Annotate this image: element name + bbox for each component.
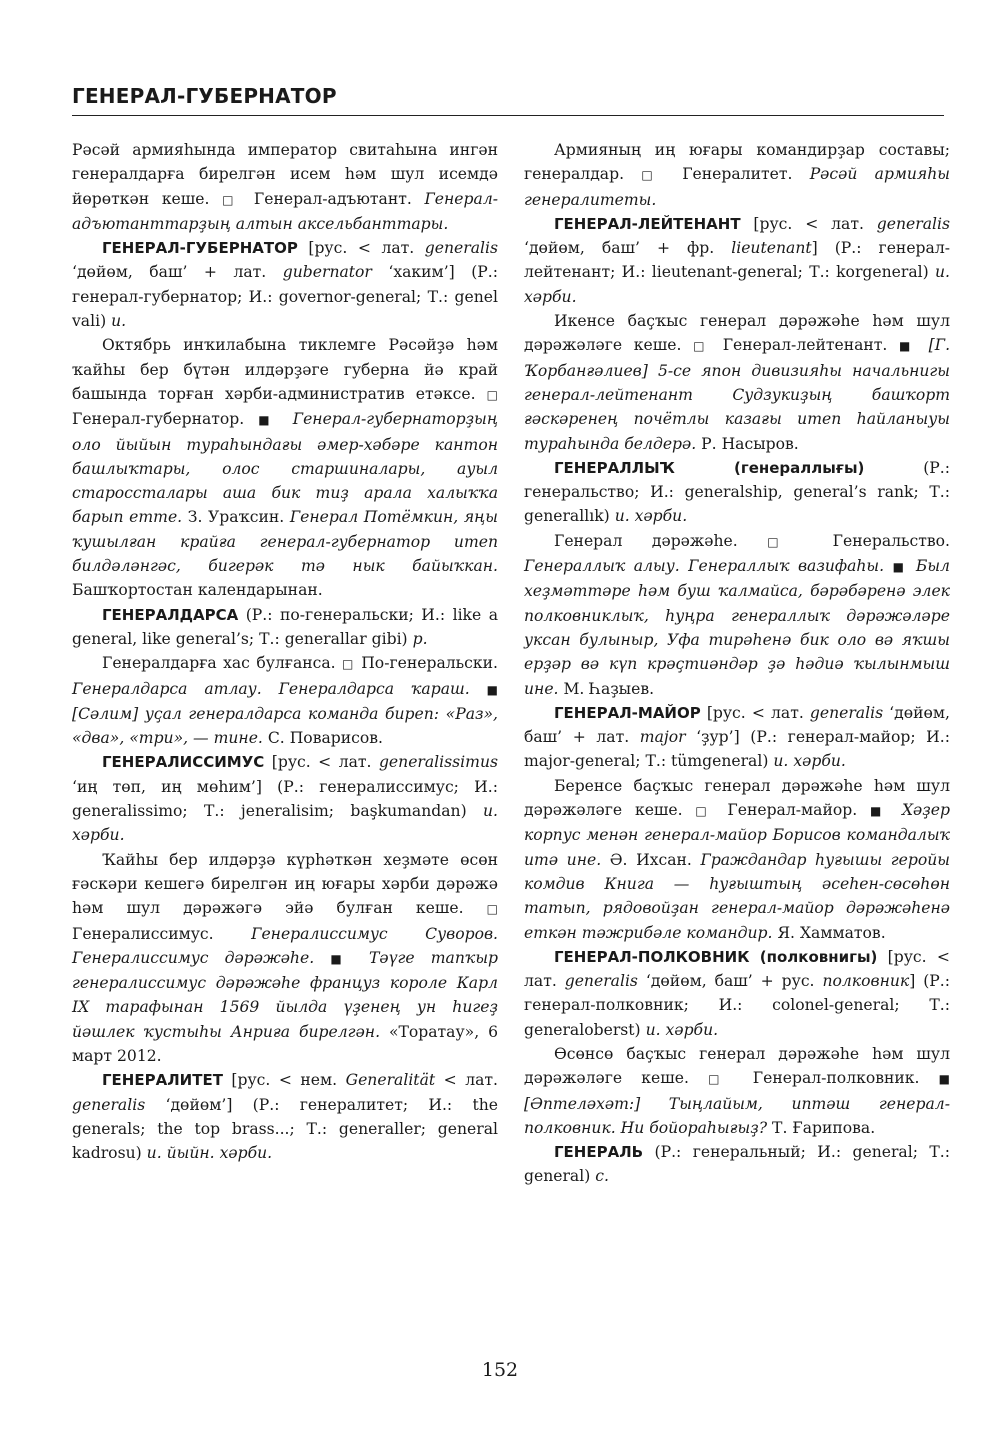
left_column-paragraph: ГЕНЕРАЛИССИМУС [рус. < лат. generalissimus ‘иң төп, иң мөһим’] (Р.: генералиссимус; И.: generalissimo; Т.: jeneralisim; başkumandan) и. хәрби.: [72, 753, 498, 845]
right_column-paragraph: ГЕНЕРАЛЛЫҠ (генераллығы) (Р.: генеральство; И.: generalship, general’s rank; Т.: generallık) и. хәрби.: [524, 458, 951, 526]
right_column-paragraph: Армияның иң юғары командирҙар составы; генералдар. □ Генералитет. Рәсәй армияһы генералитеты.: [524, 141, 950, 209]
left_column-paragraph: ГЕНЕРАЛ-ГУБЕРНАТОР [рус. < лат. generalis ‘дөйөм, баш’ + лат. gubernator ‘хаким’] (Р.: генерал-губернатор; И.: governor-general; Т.: genel vali) и.: [72, 239, 499, 331]
running-title: ГЕНЕРАЛ-ГУБЕРНАТОР: [72, 84, 337, 108]
right_column-paragraph: Өсөнсө баҫҡыс генерал дәрәжәһе һәм шул дәрәжәләге кеше. □ Генерал-полковник. ■ [Әптеләхәт:] Тыңлайым, иптәш генерал-полковник. Ни бойораһығыҙ? Т. Ғарипова.: [524, 1044, 950, 1137]
right_column-paragraph: Икенсе баҫҡыс генерал дәрәжәһе һәм шул дәрәжәләге кеше. □ Генерал-лейтенант. ■ [Г. Ҡорбанғәлиев] 5-се япон дивизияһы начальнигы генерал-лейтенант Судзукиҙың башҡорт ғәскәренең почётлы казағы итеп һайланыуы тураһында белдерә. Р. Насыров.: [524, 312, 951, 453]
header-rule: [72, 115, 944, 116]
left_column-paragraph: ГЕНЕРАЛИТЕТ [рус. < нем. Generalität < лат. generalis ‘дөйөм’] (Р.: генералитет; И.: the generals; the top brass...; Т.: generaller; general kadrosu) и. йыйн. хәрби.: [72, 1071, 498, 1163]
left_column-paragraph: Рәсәй армияһында император свитаһына ингән генералдарға бирелгән исем һәм шул исемдә йөрөткән кеше. □ Генерал-адъютант. Генерал-адъютанттарҙың алтын аксельбанттары.: [72, 141, 499, 233]
left_column-paragraph: Ҡайһы бер илдәрҙә күрһәткән хеҙмәте өсөн ғәскәри кешегә бирелгән иң юғары хәрби дәрәжә һәм шул дәрәжәгә эйә булған кеше. □ Генералиссимус. Генералиссимус Суворов. Генералиссимус дәрәжәһе. ■ Тәүге тапҡыр генералиссимус дәрәжәһе француз короле Карл IX тарафынан 1569 йылда үҙенең ун һигеҙ йәшлек ҡустыһы Анриға бирелгән. «Торатау», 6 март 2012.: [72, 850, 498, 1065]
right_column-paragraph: Беренсе баҫҡыс генерал дәрәжәһе һәм шул дәрәжәләге кеше. □ Генерал-майор. ■ Хәҙер корпус менән генерал-майор Борисов командалыҡ итә ине. Ә. Ихсан. Граждандар һуғышы геройы комдив Книга — һуғыштың әсеһен-сөсөһөн татып, рядовойҙан генерал-майор дәрәжәһенә еткән тәжрибәле командир. Я. Хамматов.: [524, 776, 951, 942]
left_column-paragraph: ГЕНЕРАЛДАРСА (Р.: по-генеральски; И.: like a general, like general’s; Т.: generallar gibi) р.: [72, 605, 498, 648]
right_column-paragraph: ГЕНЕРАЛ-МАЙОР [рус. < лат. generalis ‘дөйөм, баш’ + лат. major ‘ҙур’] (Р.: генерал-майор; И.: major-general; Т.: tümgeneral) и. хәрби.: [524, 703, 950, 771]
left_column-paragraph: Октябрь инҡилабына тиклемге Рәсәйҙә һәм ҡайһы бер бүтән илдәрҙәге губерна йә край башында торған хәрби-административ етәксе. □ Генерал-губернатор. ■ Генерал-губернаторҙың оло йыйын тураһындағы әмер-хәбәре кантон башлыҡтары, олос старшиналары, ауыл староссталары аша бик тиҙ арала халыҡҡа барып етте. З. Ураҡсин. Генерал Потёмкин, яңы ҡушылған крайға генерал-губернатор итеп билдәләнгәс, бигерәк тә нык байыҡкан. Башҡортостан календарынан.: [72, 336, 498, 600]
page-number: 152: [481, 1359, 519, 1381]
right_column-paragraph: ГЕНЕРАЛЬ (Р.: генеральный; И.: general; Т.: general) с.: [524, 1143, 950, 1186]
right_column-paragraph: ГЕНЕРАЛ-ПОЛКОВНИК (полковнигы) [рус. < лат. generalis ‘дөйөм, баш’ + рус. полковник] (Р.: генерал-полковник; И.: colonel-general; Т.: generaloberst) и. хәрби.: [524, 947, 950, 1039]
right_column-paragraph: ГЕНЕРАЛ-ЛЕЙТЕНАНТ [рус. < лат. generalis ‘дөйөм, баш’ + фр. lieutenant] (Р.: генерал-лейтенант; И.: lieutenant-general; Т.: korgeneral) и. хәрби.: [524, 214, 950, 306]
left_column-paragraph: Генералдарға хас булғанса. □ По-генеральски. Генералдарса атлау. Генералдарса ҡараш. ■ [Сәлим] уҫал генералдарса команда биреп: «Раз», «два», «три», — тине. С. Поварисов.: [72, 654, 498, 748]
left-column: [72, 138, 498, 1165]
right_column-paragraph: Генерал дәрәжәһе. □ Генеральство. Генераллыҡ алыу. Генераллыҡ вазифаһы. ■ Был хеҙмәттәре һәм буш ҡалмайса, бәрәбәренә элек полковниклыҡ, һуңра генераллыҡ дәрәжәләре уксан булыныр, Уфа тирәһенә бик оло вә яҡшы ерҙәр вә күп крәҫтиәндәр ҙә һәдиә ҡылынмыш ине. М. Һаҙыев.: [524, 531, 950, 698]
right-column: [524, 138, 950, 1189]
